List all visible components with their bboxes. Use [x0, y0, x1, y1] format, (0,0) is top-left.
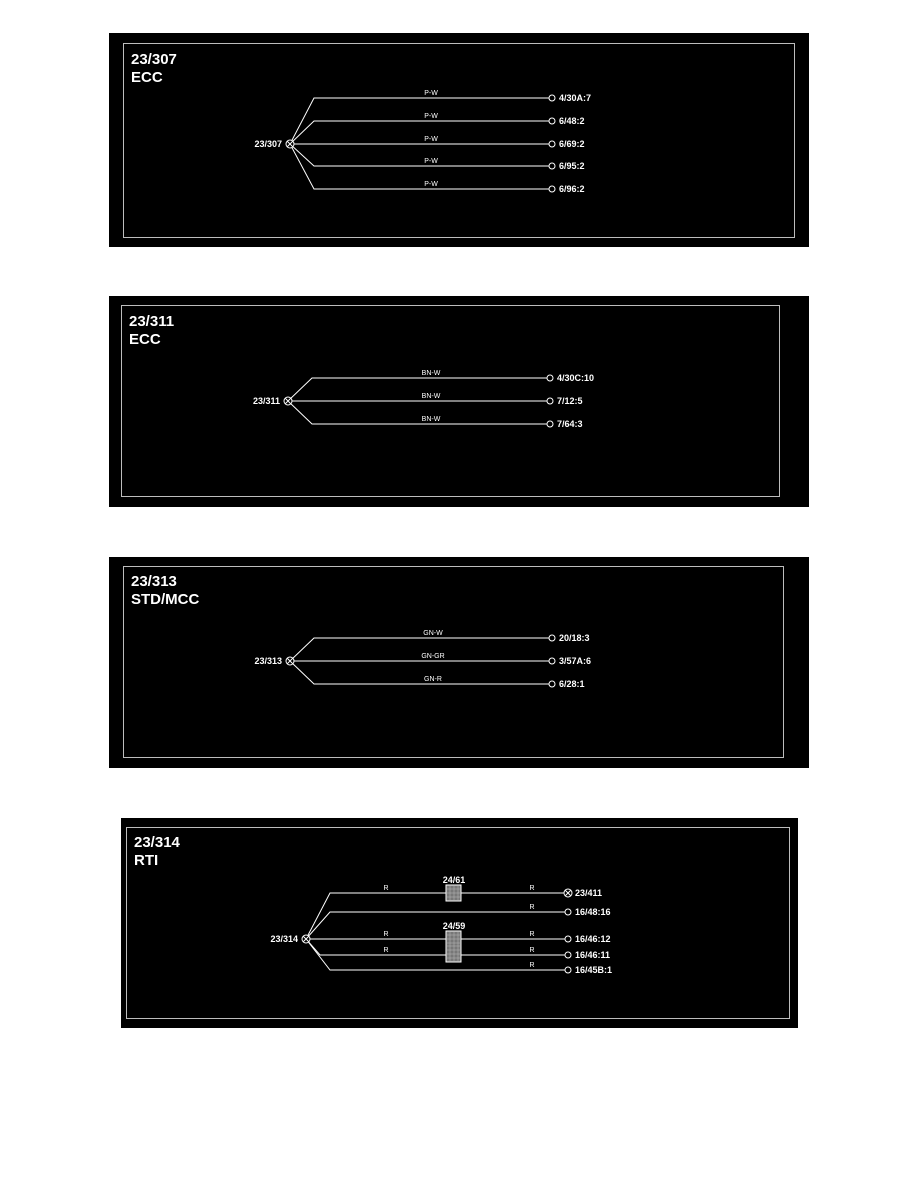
- terminal-label: 6/96:2: [559, 184, 585, 194]
- wire-color-label: R: [529, 904, 535, 911]
- wire-color-label: P-W: [424, 90, 438, 97]
- wire-color-label: R: [529, 931, 535, 938]
- terminal-icon: [547, 398, 553, 404]
- panel-id: 23/311: [129, 313, 175, 330]
- terminal-icon: [565, 909, 571, 915]
- wire-color-label: P-W: [424, 136, 438, 143]
- terminal-icon: [549, 95, 555, 101]
- source-label: 23/314: [270, 934, 298, 944]
- wire-branch: [306, 939, 565, 955]
- diagram-panel-23-314: [121, 818, 798, 1028]
- source-label: 23/307: [254, 139, 282, 149]
- connector-label: 24/61: [442, 875, 466, 885]
- terminal-label: 6/28:1: [559, 679, 585, 689]
- terminal-label: 16/46:11: [575, 950, 611, 960]
- terminal-label: 16/46:12: [575, 934, 611, 944]
- source-connector-icon: [286, 657, 294, 665]
- wire-color-label: GN-W: [423, 630, 443, 637]
- wire-color-label: BN-W: [421, 416, 441, 423]
- source-label: 23/311: [252, 396, 280, 406]
- panel-subtitle: ECC: [131, 69, 163, 86]
- wire-color-label: R: [529, 962, 535, 969]
- wire-branch: [290, 144, 549, 166]
- terminal-label: 16/48:16: [575, 907, 611, 917]
- splice-terminal-icon: [564, 889, 572, 897]
- wire-branch: [288, 378, 547, 401]
- diagram-panel-23-311: [109, 296, 809, 507]
- terminal-label: 4/30A:7: [559, 93, 592, 103]
- terminal-icon: [565, 936, 571, 942]
- panel-subtitle: STD/MCC: [131, 591, 200, 608]
- wiring-diagram-23-311: [109, 296, 809, 507]
- wire-color-label: P-W: [424, 158, 438, 165]
- wire-color-label: R: [529, 885, 535, 892]
- terminal-icon: [549, 118, 555, 124]
- terminal-icon: [549, 186, 555, 192]
- panel-id: 23/307: [131, 51, 177, 68]
- wire-branch: [288, 401, 547, 424]
- terminal-label: 7/12:5: [557, 396, 583, 406]
- terminal-label: 6/48:2: [559, 116, 585, 126]
- terminal-label: 23/411: [575, 888, 603, 898]
- terminal-icon: [549, 681, 555, 687]
- terminal-label: 6/95:2: [559, 161, 585, 171]
- wire-branch: [290, 121, 549, 144]
- wire-color-label: GN-GR: [421, 653, 445, 660]
- source-connector-icon: [286, 140, 294, 148]
- panel-id: 23/314: [134, 834, 180, 851]
- terminal-label: 7/64:3: [557, 419, 583, 429]
- panel-subtitle: RTI: [134, 852, 159, 869]
- terminal-label: 16/45B:1: [575, 965, 613, 975]
- source-connector-icon: [302, 935, 310, 943]
- diagram-panel-23-307: [109, 33, 809, 247]
- diagram-panel-23-313: [109, 557, 809, 768]
- terminal-icon: [549, 163, 555, 169]
- terminal-label: 6/69:2: [559, 139, 585, 149]
- wire-branch: [306, 912, 565, 939]
- wire-color-label: R: [383, 931, 389, 938]
- terminal-label: 20/18:3: [559, 633, 590, 643]
- connector-label: 24/59: [442, 921, 466, 931]
- terminal-icon: [547, 375, 553, 381]
- wire-color-label: R: [529, 947, 535, 954]
- connector-box-icon: [446, 885, 461, 901]
- source-label: 23/313: [254, 656, 282, 666]
- terminal-icon: [547, 421, 553, 427]
- terminal-icon: [565, 952, 571, 958]
- wire-color-label: R: [383, 947, 389, 954]
- wire-color-label: R: [383, 885, 389, 892]
- wiring-diagram-23-313: [109, 557, 809, 768]
- wire-color-label: BN-W: [421, 370, 441, 377]
- terminal-icon: [549, 141, 555, 147]
- wire-color-label: BN-W: [421, 393, 441, 400]
- terminal-icon: [549, 658, 555, 664]
- terminal-label: 3/57A:6: [559, 656, 592, 666]
- wire-color-label: GN-R: [424, 676, 442, 683]
- wiring-diagram-23-307: [109, 33, 809, 247]
- wiring-diagram-23-314: [121, 818, 798, 1028]
- terminal-icon: [565, 967, 571, 973]
- wire-branch: [290, 661, 549, 684]
- panel-id: 23/313: [131, 573, 177, 590]
- source-connector-icon: [284, 397, 292, 405]
- terminal-icon: [549, 635, 555, 641]
- wire-branch: [290, 638, 549, 661]
- connector-box-icon: [446, 931, 461, 962]
- wire-color-label: P-W: [424, 181, 438, 188]
- wire-branch: [306, 893, 565, 939]
- terminal-label: 4/30C:10: [557, 373, 595, 383]
- wire-color-label: P-W: [424, 113, 438, 120]
- panel-subtitle: ECC: [129, 331, 161, 348]
